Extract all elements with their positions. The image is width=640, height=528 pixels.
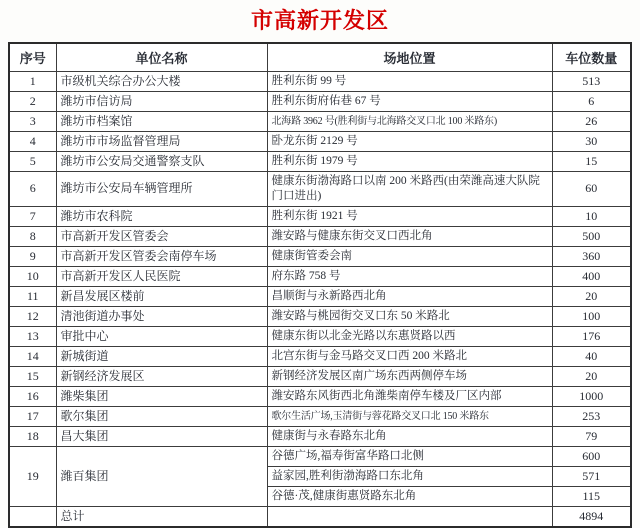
unit-name-cell: 市高新开发区管委会 — [56, 226, 267, 246]
count-cell: 1000 — [552, 386, 631, 406]
table-row — [9, 306, 631, 326]
count-cell: 100 — [552, 306, 631, 326]
unit-name-cell: 潍坊市信访局 — [56, 91, 267, 111]
serial-cell: 1 — [9, 71, 56, 91]
count-cell: 6 — [552, 91, 631, 111]
location-cell: 北宫东街与金马路交叉口西 200 米路北 — [267, 346, 552, 366]
location-cell: 胜利东街 99 号 — [267, 71, 552, 91]
serial-cell: 9 — [9, 246, 56, 266]
serial-cell: 13 — [9, 326, 56, 346]
location-cell: 谷德广场,福寿街富华路口北侧 — [267, 446, 552, 466]
location-cell: 卧龙东街 2129 号 — [267, 131, 552, 151]
serial-cell: 7 — [9, 206, 56, 226]
table-header-row — [9, 43, 631, 71]
total-label-cell: 总计 — [56, 506, 267, 527]
column-header: 场地位置 — [267, 43, 552, 71]
table-row — [9, 131, 631, 151]
table-row — [9, 246, 631, 266]
total-row — [9, 506, 631, 527]
header-row — [9, 43, 631, 71]
unit-name-cell: 潍坊市公安局交通警察支队 — [56, 151, 267, 171]
unit-name-cell: 潍坊市档案馆 — [56, 111, 267, 131]
unit-name-cell: 潍坊市公安局车辆管理所 — [56, 171, 267, 206]
unit-name-cell: 新钢经济发展区 — [56, 366, 267, 386]
table-row — [9, 111, 631, 131]
column-header: 单位名称 — [56, 43, 267, 71]
serial-cell: 16 — [9, 386, 56, 406]
parking-table — [8, 42, 632, 528]
count-cell: 253 — [552, 406, 631, 426]
table-row — [9, 226, 631, 246]
location-cell: 潍安路东风街西北角潍柴南停车楼及厂区内部 — [267, 386, 552, 406]
table-row — [9, 171, 631, 206]
location-cell: 昌顺街与永新路西北角 — [267, 286, 552, 306]
count-cell: 20 — [552, 286, 631, 306]
location-cell: 健康街管委会南 — [267, 246, 552, 266]
unit-name-cell: 歌尔集团 — [56, 406, 267, 426]
location-cell: 健康东街以北金光路以东惠贤路以西 — [267, 326, 552, 346]
location-cell: 谷德·茂,健康街惠贤路东北角 — [267, 486, 552, 506]
table-row — [9, 91, 631, 111]
serial-cell: 10 — [9, 266, 56, 286]
count-cell: 79 — [552, 426, 631, 446]
count-cell: 360 — [552, 246, 631, 266]
count-cell: 20 — [552, 366, 631, 386]
location-cell: 北海路 3962 号(胜利街与北海路交叉口北 100 米路东) — [267, 111, 552, 131]
table-row — [9, 266, 631, 286]
table-row — [9, 151, 631, 171]
unit-name-cell: 新城街道 — [56, 346, 267, 366]
serial-cell: 12 — [9, 306, 56, 326]
table-row — [9, 71, 631, 91]
location-cell: 新钢经济发展区南广场东西两侧停车场 — [267, 366, 552, 386]
location-cell: 府东路 758 号 — [267, 266, 552, 286]
location-cell: 潍安路与健康东街交叉口西北角 — [267, 226, 552, 246]
location-cell-empty — [267, 506, 552, 527]
unit-name-cell: 市高新开发区人民医院 — [56, 266, 267, 286]
serial-cell: 17 — [9, 406, 56, 426]
table-row — [9, 206, 631, 226]
serial-cell: 3 — [9, 111, 56, 131]
unit-name-cell: 潍柴集团 — [56, 386, 267, 406]
count-cell: 60 — [552, 171, 631, 206]
location-cell: 健康街与永春路东北角 — [267, 426, 552, 446]
unit-name-cell: 昌大集团 — [56, 426, 267, 446]
serial-cell: 18 — [9, 426, 56, 446]
serial-cell: 11 — [9, 286, 56, 306]
column-header: 车位数量 — [552, 43, 631, 71]
serial-cell: 19 — [9, 446, 56, 506]
location-cell: 胜利东街 1921 号 — [267, 206, 552, 226]
table-row — [9, 406, 631, 426]
count-cell: 600 — [552, 446, 631, 466]
unit-name-cell: 审批中心 — [56, 326, 267, 346]
count-cell: 40 — [552, 346, 631, 366]
table-body — [9, 71, 631, 527]
serial-cell: 14 — [9, 346, 56, 366]
serial-cell: 8 — [9, 226, 56, 246]
location-cell: 益家园,胜利街渤海路口东北角 — [267, 466, 552, 486]
count-cell: 400 — [552, 266, 631, 286]
table-row — [9, 426, 631, 446]
serial-cell: 2 — [9, 91, 56, 111]
serial-cell: 6 — [9, 171, 56, 206]
total-count-cell: 4894 — [552, 506, 631, 527]
count-cell: 10 — [552, 206, 631, 226]
count-cell: 30 — [552, 131, 631, 151]
location-cell: 胜利东街府佑巷 67 号 — [267, 91, 552, 111]
column-header: 序号 — [9, 43, 56, 71]
table-row — [9, 386, 631, 406]
table-row — [9, 326, 631, 346]
unit-name-cell: 清池街道办事处 — [56, 306, 267, 326]
page-title: 市高新开发区 — [250, 8, 389, 33]
table-row — [9, 446, 631, 466]
count-cell: 571 — [552, 466, 631, 486]
unit-name-cell: 潍坊市农科院 — [56, 206, 267, 226]
location-cell: 潍安路与桃园街交叉口东 50 米路北 — [267, 306, 552, 326]
serial-cell: 15 — [9, 366, 56, 386]
serial-cell-empty — [9, 506, 56, 527]
location-cell: 健康东街渤海路口以南 200 米路西(由荣潍高速大队院门口进出) — [267, 171, 552, 206]
count-cell: 115 — [552, 486, 631, 506]
unit-name-cell: 新昌发展区楼前 — [56, 286, 267, 306]
table-row — [9, 366, 631, 386]
count-cell: 176 — [552, 326, 631, 346]
unit-name-cell: 潍百集团 — [56, 446, 267, 506]
count-cell: 500 — [552, 226, 631, 246]
location-cell: 胜利东街 1979 号 — [267, 151, 552, 171]
unit-name-cell: 市级机关综合办公大楼 — [56, 71, 267, 91]
count-cell: 15 — [552, 151, 631, 171]
unit-name-cell: 市高新开发区管委会南停车场 — [56, 246, 267, 266]
serial-cell: 4 — [9, 131, 56, 151]
unit-name-cell: 潍坊市市场监督管理局 — [56, 131, 267, 151]
count-cell: 513 — [552, 71, 631, 91]
serial-cell: 5 — [9, 151, 56, 171]
table-row — [9, 286, 631, 306]
table-row — [9, 346, 631, 366]
location-cell: 歌尔生活广场,玉清街与蓉花路交叉口北 150 米路东 — [267, 406, 552, 426]
count-cell: 26 — [552, 111, 631, 131]
